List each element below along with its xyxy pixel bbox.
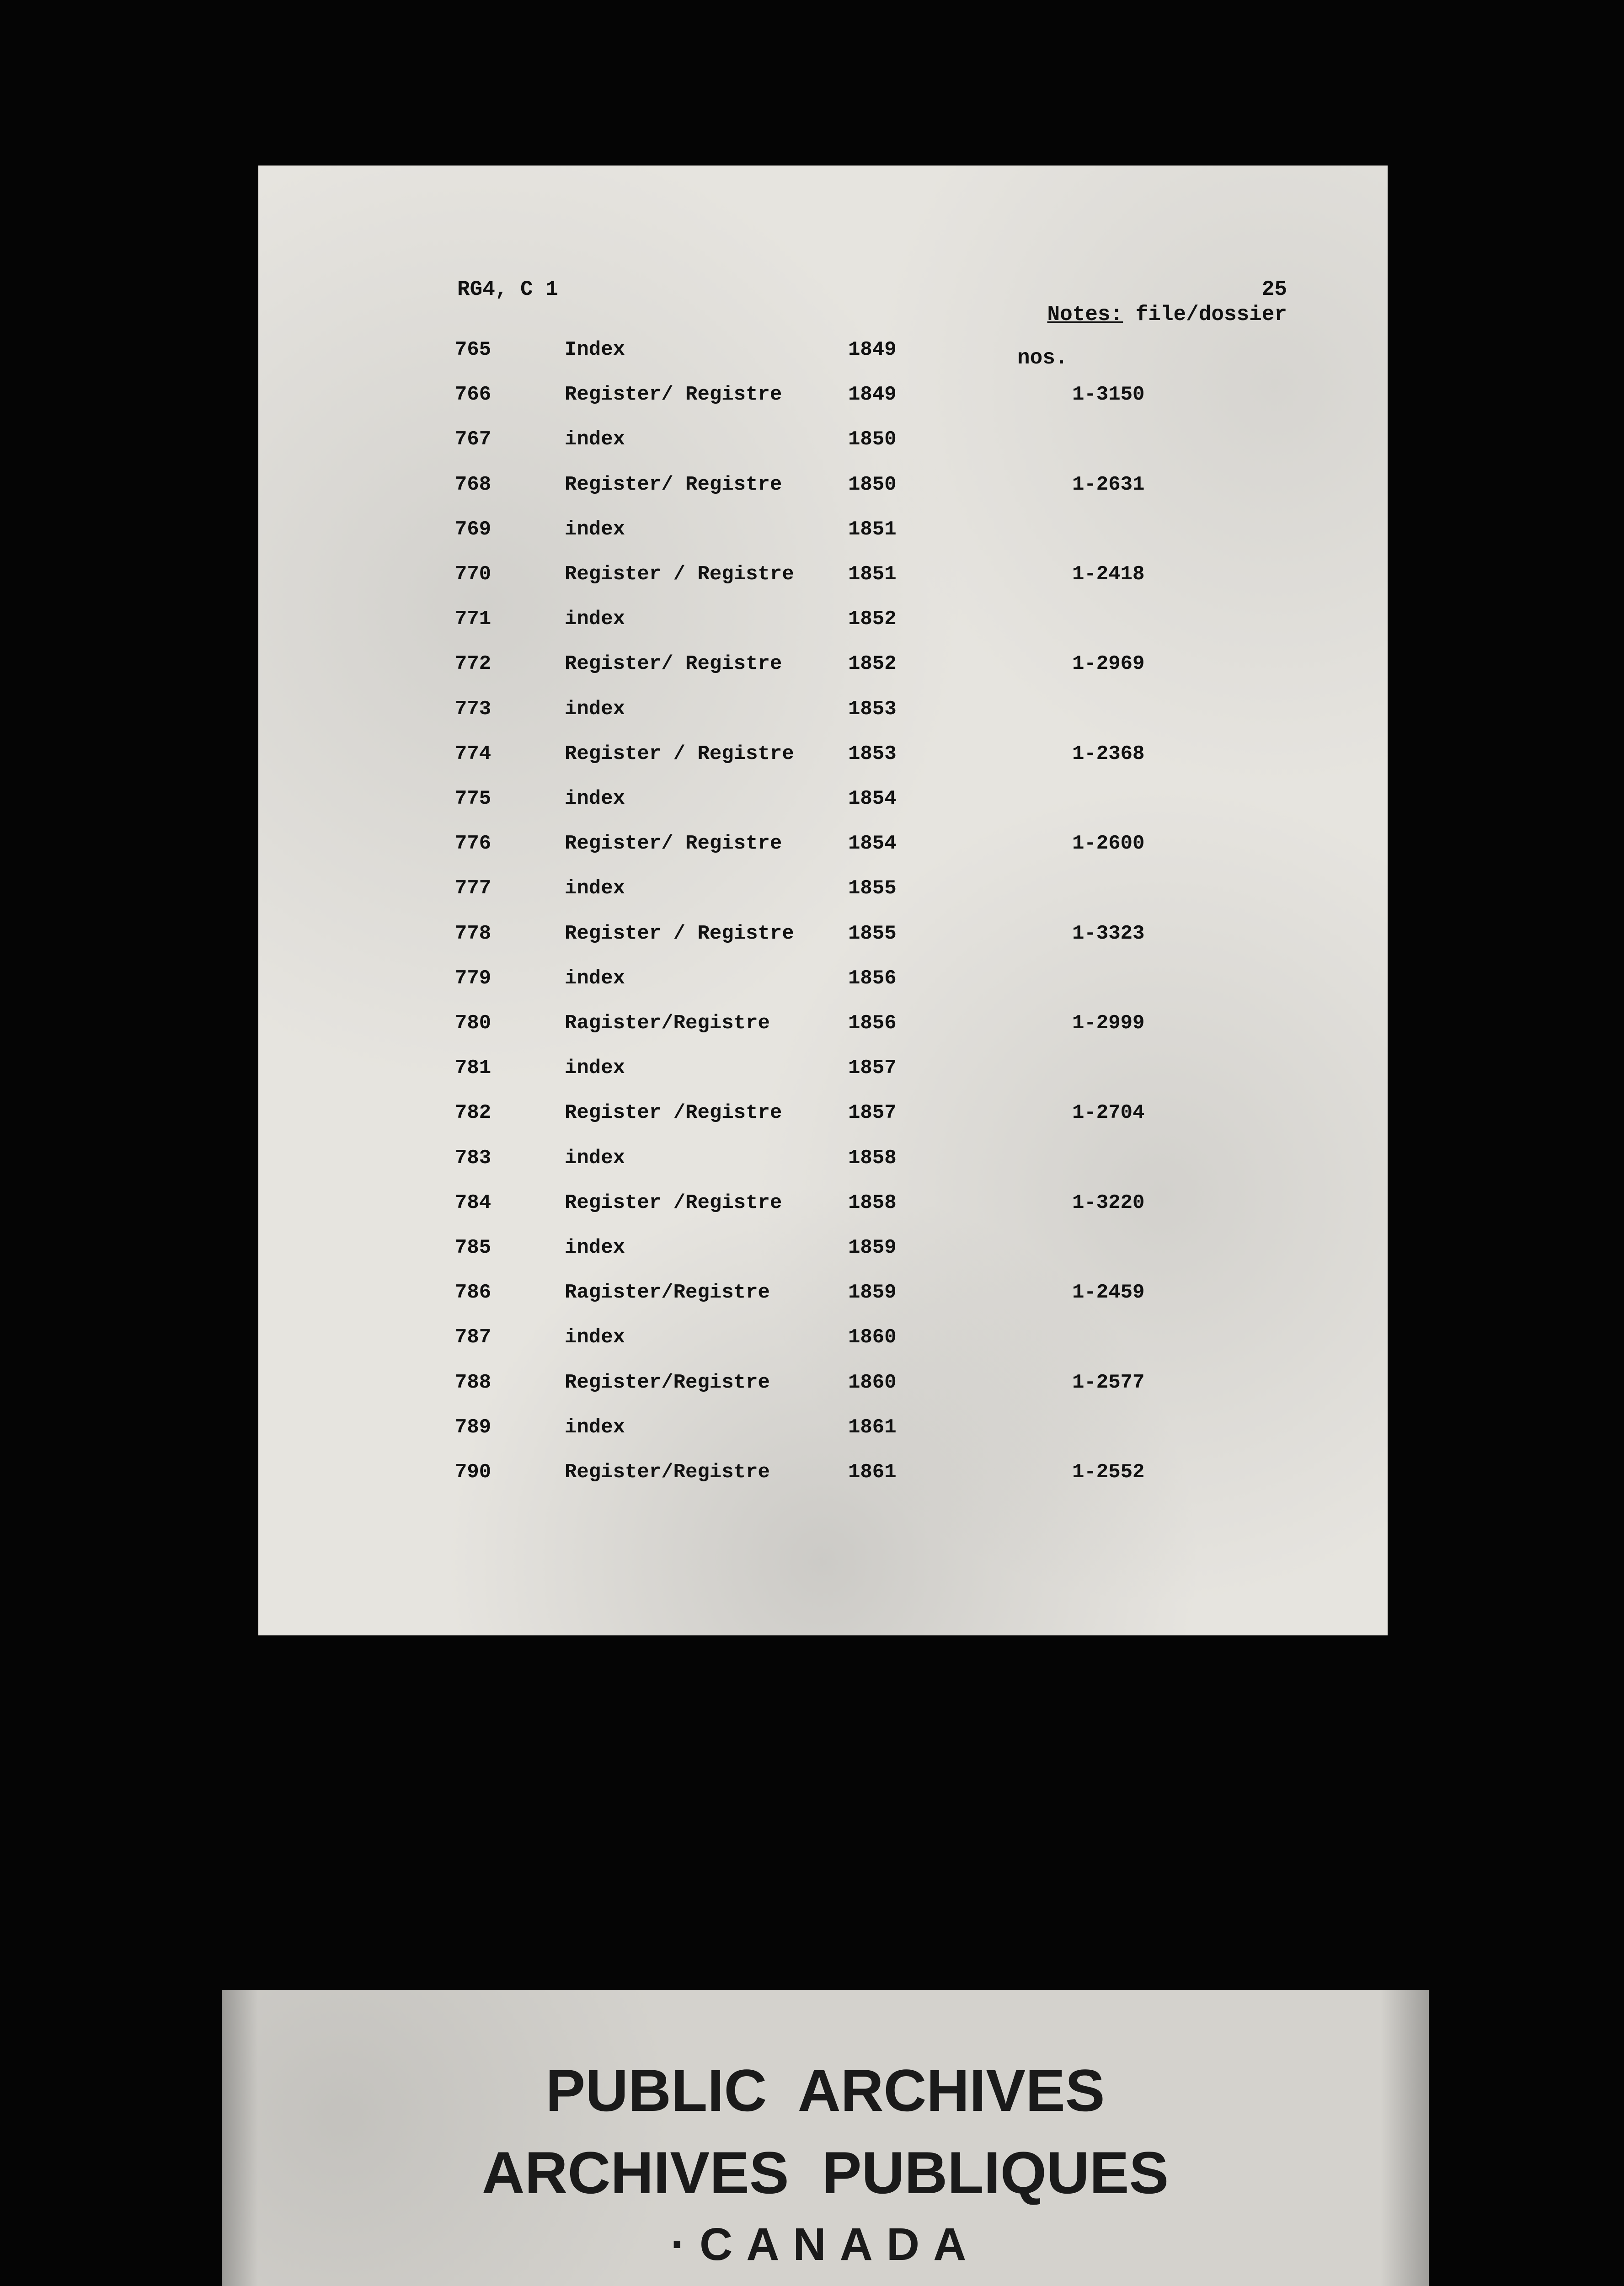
item-number: 779: [455, 967, 491, 990]
item-type: index: [565, 1415, 625, 1439]
archive-label-line3: ·CANADA: [670, 2219, 980, 2270]
item-year: 1851: [848, 518, 897, 541]
list-item: [258, 787, 1388, 832]
item-type: index: [565, 1146, 625, 1170]
item-number: 772: [455, 652, 491, 676]
list-item: [258, 698, 1388, 742]
item-type: index: [565, 697, 625, 721]
item-year: 1861: [848, 1461, 897, 1484]
item-number: 790: [455, 1461, 491, 1484]
item-number: 776: [455, 832, 491, 855]
item-year: 1852: [848, 652, 897, 676]
item-file-range: 1-2631: [1072, 473, 1145, 496]
list-item: [258, 922, 1388, 967]
item-number: 780: [455, 1012, 491, 1035]
item-number: 774: [455, 742, 491, 765]
item-number: 789: [455, 1415, 491, 1439]
item-number: 787: [455, 1326, 491, 1349]
list-item: [258, 1057, 1388, 1101]
list-item: [258, 428, 1388, 473]
item-number: 767: [455, 428, 491, 451]
archive-label-line1: PUBLIC ARCHIVES: [545, 2057, 1105, 2124]
item-year: 1850: [848, 473, 897, 496]
item-year: 1855: [848, 877, 897, 900]
item-year: 1858: [848, 1146, 897, 1170]
item-year: 1856: [848, 967, 897, 990]
item-file-range: 1-3323: [1072, 922, 1145, 945]
item-number: 783: [455, 1146, 491, 1170]
item-type: index: [565, 428, 625, 451]
nos-label: nos.: [1017, 346, 1068, 370]
item-file-range: 1-3150: [1072, 383, 1145, 406]
item-year: 1849: [848, 338, 897, 361]
item-year: 1861: [848, 1415, 897, 1439]
item-number: 765: [455, 338, 491, 361]
list-item: [258, 518, 1388, 563]
item-year: 1857: [848, 1101, 897, 1125]
item-type: Register/Registre: [565, 1371, 770, 1394]
list-item: [258, 1012, 1388, 1057]
item-number: 777: [455, 877, 491, 900]
item-year: 1857: [848, 1057, 897, 1080]
item-type: index: [565, 967, 625, 990]
item-type: Register/ Registre: [565, 473, 782, 496]
list-item: [258, 1147, 1388, 1191]
notes-text: file/dossier: [1135, 303, 1287, 326]
item-year: 1858: [848, 1191, 897, 1214]
item-type: Register / Registre: [565, 742, 794, 765]
notes-label: Notes:: [1047, 303, 1123, 326]
list-item: [258, 338, 1388, 383]
list-item: [258, 608, 1388, 652]
list-item: [258, 1101, 1388, 1146]
list-item: [258, 1281, 1388, 1326]
archive-label-line2: ARCHIVES PUBLIQUES: [481, 2139, 1169, 2206]
item-file-range: 1-2577: [1072, 1371, 1145, 1394]
item-year: 1853: [848, 697, 897, 721]
item-type: Register/ Registre: [565, 832, 782, 855]
item-year: 1860: [848, 1371, 897, 1394]
item-number: 788: [455, 1371, 491, 1394]
item-number: 782: [455, 1101, 491, 1125]
item-type: Register /Registre: [565, 1191, 782, 1214]
item-year: 1854: [848, 787, 897, 810]
item-number: 778: [455, 922, 491, 945]
item-year: 1852: [848, 608, 897, 631]
archive-label: [222, 1990, 1429, 2286]
list-item: [258, 877, 1388, 922]
item-type: Ragister/Registre: [565, 1012, 770, 1035]
list-item: [258, 383, 1388, 428]
item-type: Register/ Registre: [565, 383, 782, 406]
item-year: 1850: [848, 428, 897, 451]
list-item: [258, 1326, 1388, 1371]
list-item: [258, 967, 1388, 1012]
item-year: 1854: [848, 832, 897, 855]
document-page: [258, 166, 1388, 1635]
page-number: 25: [1261, 278, 1287, 301]
item-file-range: 1-2552: [1072, 1461, 1145, 1484]
notes-header: [1047, 303, 1287, 326]
item-number: 769: [455, 518, 491, 541]
list-item: [258, 1371, 1388, 1416]
item-type: Register / Registre: [565, 922, 794, 945]
list-item: [258, 473, 1388, 518]
list-item: [258, 742, 1388, 787]
item-file-range: 1-2600: [1072, 832, 1145, 855]
item-type: Register / Registre: [565, 563, 794, 586]
item-year: 1859: [848, 1236, 897, 1259]
item-number: 785: [455, 1236, 491, 1259]
item-number: 781: [455, 1057, 491, 1080]
series-reference: RG4, C 1: [457, 278, 558, 301]
list-item: [258, 652, 1388, 697]
item-type: index: [565, 1326, 625, 1349]
item-year: 1860: [848, 1326, 897, 1349]
item-number: 786: [455, 1281, 491, 1304]
list-item: [258, 1191, 1388, 1236]
item-year: 1853: [848, 742, 897, 765]
item-file-range: 1-3220: [1072, 1191, 1145, 1214]
item-type: Register/ Registre: [565, 652, 782, 676]
list-item: [258, 563, 1388, 608]
list-item: [258, 1461, 1388, 1506]
list-item: [258, 1416, 1388, 1461]
item-type: index: [565, 877, 625, 900]
item-type: index: [565, 518, 625, 541]
item-year: 1851: [848, 563, 897, 586]
item-number: 773: [455, 697, 491, 721]
item-type: Register/Registre: [565, 1461, 770, 1484]
item-year: 1849: [848, 383, 897, 406]
item-number: 766: [455, 383, 491, 406]
item-year: 1859: [848, 1281, 897, 1304]
item-number: 768: [455, 473, 491, 496]
item-file-range: 1-2368: [1072, 742, 1145, 765]
item-type: index: [565, 787, 625, 810]
list-item: [258, 1236, 1388, 1281]
item-number: 775: [455, 787, 491, 810]
item-type: Index: [565, 338, 625, 361]
item-file-range: 1-2704: [1072, 1101, 1145, 1125]
item-type: Register /Registre: [565, 1101, 782, 1125]
item-file-range: 1-2999: [1072, 1012, 1145, 1035]
item-number: 771: [455, 608, 491, 631]
item-file-range: 1-2969: [1072, 652, 1145, 676]
item-file-range: 1-2459: [1072, 1281, 1145, 1304]
item-file-range: 1-2418: [1072, 563, 1145, 586]
item-number: 770: [455, 563, 491, 586]
item-type: Ragister/Registre: [565, 1281, 770, 1304]
item-type: index: [565, 1057, 625, 1080]
item-year: 1855: [848, 922, 897, 945]
list-item: [258, 832, 1388, 877]
item-number: 784: [455, 1191, 491, 1214]
item-type: index: [565, 1236, 625, 1259]
item-type: index: [565, 608, 625, 631]
item-year: 1856: [848, 1012, 897, 1035]
